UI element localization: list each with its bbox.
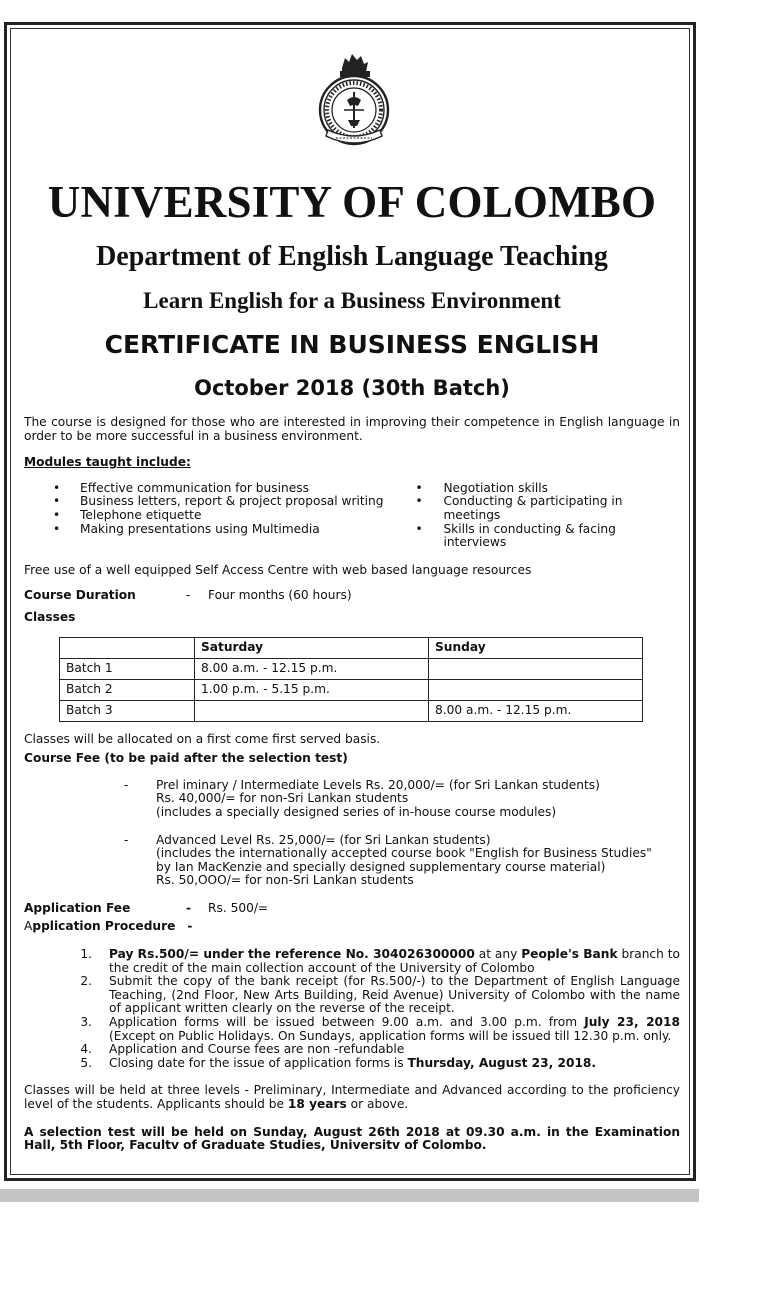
modules-heading: Modules taught include: [24,455,191,470]
application-procedure-dash: - [187,919,193,934]
tagline: Learn English for a Business Environment [143,288,561,313]
application-fee [24,902,680,916]
step-text-part: Submit the copy of the bank receipt (for Rs.500/-) to the Department of English Language Teaching, (2nd Floor, New Arts Building, Reid Avenue) University of Colombo with the name of applicant written clearly on the reverse of the receipt. [109,974,680,1016]
levels-text-end: or above. [346,1097,409,1111]
step-text [109,1016,680,1043]
step-text-part: at any [474,947,522,962]
fee-line: Prel iminary / Intermediate Levels Rs. 20,000/= (for Sri Lankan students) [156,777,600,792]
self-access-note: Free use of a well equipped Self Access Centre with web based language resources [24,562,532,577]
course-duration [24,589,680,603]
fee-text [156,834,652,888]
table-row [60,700,643,721]
table-cell [195,700,429,721]
table-cell [429,658,643,679]
classes-heading: Classes [24,609,76,624]
step-number: 5. [80,1055,92,1070]
list-item: • Negotiation skills [411,482,680,496]
table-cell: Batch 3 [60,700,195,721]
department-name: Department of English Language Teaching [96,241,608,272]
application-fee-value: Rs. 500/= [208,900,269,915]
step-text-part: Application forms will be issued between 9.00 a.m. and 3.00 p.m. from [109,1015,585,1030]
application-fee-dash: - [186,900,192,915]
fee-line: (includes the internationally accepted course book "English for Business Studies" [156,846,652,861]
step-text-bold: Thursday, August 23, 2018. [407,1055,597,1070]
step-number: 2. [80,974,92,989]
table-header-cell: Saturday [195,637,429,658]
bottom-strip [0,1189,699,1202]
modules-right-column [411,482,680,550]
advertisement-content [24,50,680,1153]
step-text-part: Closing date for the issue of application forms is [109,1055,408,1070]
step-text [109,975,680,1016]
course-duration-value: Four months (60 hours) [208,588,352,603]
class-schedule-table [59,637,643,722]
step-number: 1. [80,947,92,962]
step-text [109,1043,680,1057]
university-crest-icon [314,50,394,150]
list-item: • Skills in conducting & facing interviews [411,523,680,550]
step-number: 4. [80,1042,92,1057]
table-cell: 1.00 p.m. - 5.15 p.m. [195,679,429,700]
fee-dash: - [124,777,129,792]
intro-paragraph: The course is designed for those who are interested in improving their competence in English language in order to be more successful in a business environment. [24,415,680,443]
list-item [24,975,680,1016]
levels-text: Classes will be held at three levels - Preliminary, Intermediate and Advanced according to the proficiency level of the students. Applicants should be [24,1083,680,1111]
course-fee-item-advanced [24,834,680,888]
course-duration-label: Course Duration [24,588,136,603]
step-text-bold: July 23, 2018 [584,1015,680,1030]
course-fee-heading: Course Fee (to be paid after the selection test) [24,751,348,766]
application-procedure-label: pplication Procedure [32,919,176,934]
fee-line: Rs. 40,000/= for non-Sri Lankan students [156,791,409,806]
step-text-bold: People's Bank [521,947,618,962]
table-row [60,679,643,700]
modules-left-column [24,482,411,550]
application-procedure-heading [24,920,680,934]
application-fee-label: Application Fee [24,900,131,915]
fee-line: Rs. 50,OOO/= for non-Sri Lankan students [156,873,414,888]
step-text-bold: Pay Rs.500/= under the reference No. 304026300000 [109,947,475,962]
course-duration-dash: - [186,588,191,603]
list-item [24,1057,680,1071]
step-text-part: Application and Course fees are non -refundable [109,1042,405,1057]
list-item: • Conducting & participating in meetings [411,495,680,522]
course-fee-item-basic [24,779,680,820]
step-text-part: (Except on Public Holidays. On Sundays, application forms will be issued till 12.30 p.m. only. [109,1028,672,1043]
batch-title: October 2018 (30th Batch) [194,376,510,400]
allocation-note: Classes will be allocated on a first come first served basis. [24,731,381,746]
table-cell [429,679,643,700]
levels-paragraph [24,1084,680,1111]
fee-text [156,779,600,820]
university-name: UNIVERSITY OF COLOMBO [47,177,657,227]
table-cell: Batch 2 [60,679,195,700]
table-cell: 8.00 a.m. - 12.15 p.m. [429,700,643,721]
step-text-part: branch to the credit of the main collection account of the University of Colombo [109,947,680,975]
list-item: • Telephone etiquette [24,509,411,523]
list-item: • Effective communication for business [24,482,411,496]
list-item: • Business letters, report & project proposal writing [24,495,411,509]
step-text [109,948,680,975]
application-procedure-initial: A [24,919,33,934]
table-cell: Batch 1 [60,658,195,679]
list-item [24,1043,680,1057]
fee-line: (includes a specially designed series of in-house course modules) [156,804,557,819]
fee-line: by Ian MacKenzie and specially designed supplementary course material) [156,859,606,874]
certificate-title: CERTIFICATE IN BUSINESS ENGLISH [104,330,600,359]
step-text [109,1057,680,1071]
table-header-row [60,637,643,658]
list-item [24,948,680,975]
modules-list [24,482,680,550]
list-item [24,1016,680,1043]
selection-test-notice: A selection test will be held on Sunday, August 26th 2018 at 09.30 a.m. in the Examination Hall, 5th Floor, Facultv of Graduate Studies, Universitv of Colombo. [24,1124,680,1153]
step-number: 3. [80,1015,92,1030]
fee-dash: - [124,832,129,847]
table-row [60,658,643,679]
list-item: • Making presentations using Multimedia [24,523,411,537]
table-header-cell: Sunday [429,637,643,658]
table-header-cell [60,637,195,658]
levels-age: 18 years [287,1097,347,1111]
table-cell: 8.00 a.m. - 12.15 p.m. [195,658,429,679]
application-steps [24,948,680,1070]
fee-line: Advanced Level Rs. 25,000/= (for Sri Lankan students) [156,832,491,847]
